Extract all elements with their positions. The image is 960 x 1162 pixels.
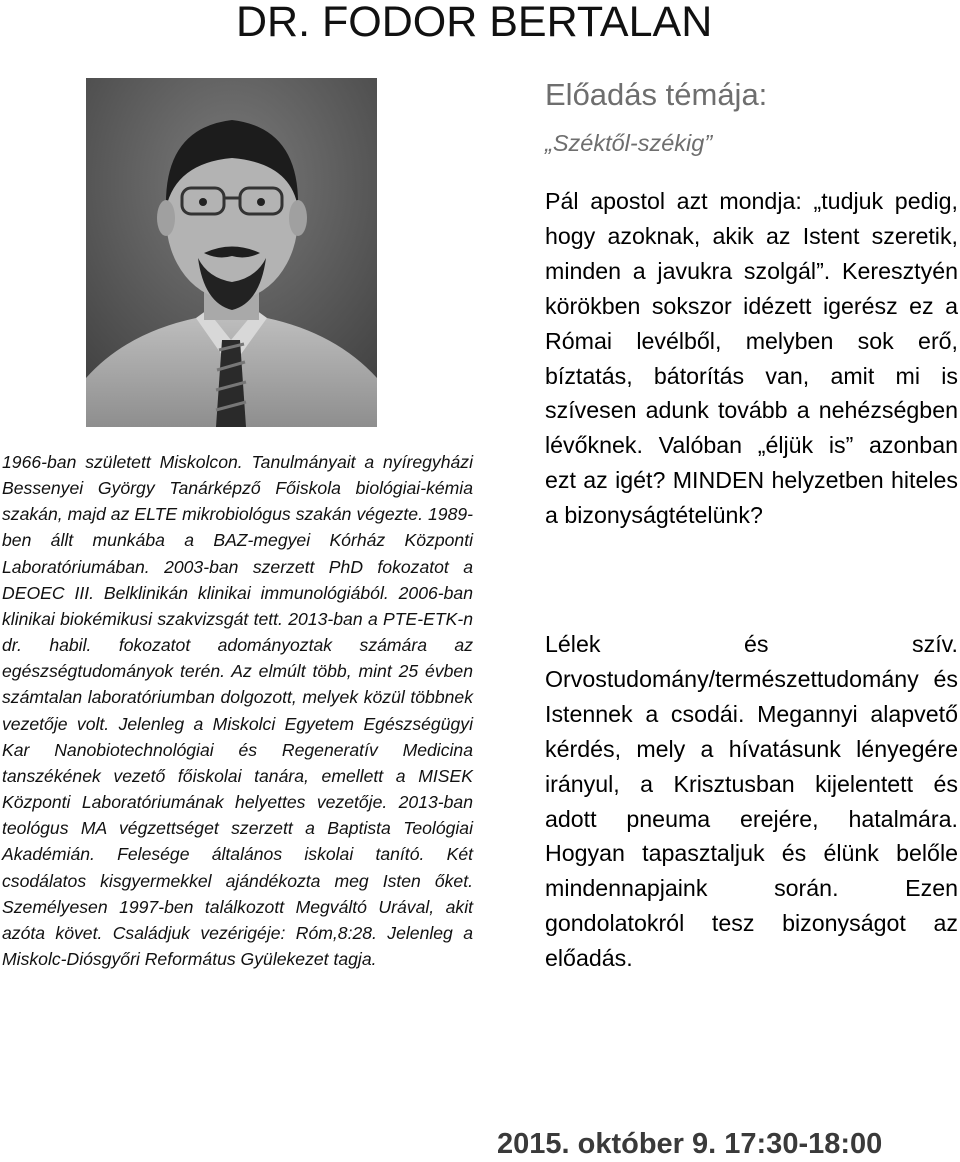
- lecture-abstract-paragraph-2: [545, 627, 958, 976]
- speaker-portrait-photo: [86, 78, 377, 427]
- abstract-text-2: Lélek és szív. Orvostudomány/természettudomány és Istennek a csodái. Megannyi alapvető kérdés, mely a hívatásunk lényegére irányul, a Krisztusban kijelentett és adott pneuma erejére, hatalmára. Hogyan tapasztaljuk és élünk belőle mindennapjaink során. Ezen gondolatokról tesz bizonyságot az előadás.: [545, 631, 958, 972]
- lecture-title: „Széktől-székig”: [545, 130, 713, 156]
- lecture-date-time: 2015. október 9. 17:30-18:00: [497, 1128, 883, 1160]
- biography-text: 1966-ban született Miskolcon. Tanulmányait a nyíregyházi Bessenyei György Tanárképző Főiskola biológiai-kémia szakán, majd az ELTE mikrobiológus szakán végezte. 1989-ben állt munkába a BAZ-megyei Kórház Központi Laboratóriumában. 2003-ban szerzett PhD fokozatot a DEOEC III. Belklinikán klinikai immunológiából. 2006-ban klinikai biokémikusi szakvizsgát tett. 2013-ban a PTE-ETK-n dr. habil. fokozatot adományoztak számára az egészségtudományok terén. Az elmúlt több, mint 25 évben számtalan laboratóriumban dolgozott, melyek közül többnek vezetője volt. Jelenleg a Miskolci Egyetem Egészségügyi Kar Nanobiotechnológiai és Regeneratív Medicina tanszékének vezető főiskolai tanára, emellett a MISEK Központi Laboratóriumának helyettes vezetője. 2013-ban teológus MA végzettséget szerzett a Baptista Teológiai Akadémián. Felesége általános iskolai tanító. Két csodálatos kisgyermekkel ajándékozta meg Isten őket. Személyesen 1997-ben találkozott Megváltó Urával, akit azóta követ. Családjuk vezérigéje: Róm,8:28. Jelenleg a Miskolc-Diósgyőri Református Gyülekezet tagja.: [2, 452, 473, 969]
- lecture-abstract-paragraph-1: [545, 184, 958, 533]
- speaker-name-title: DR. FODOR BERTALAN: [236, 0, 713, 46]
- abstract-text-1: Pál apostol azt mondja: „tudjuk pedig, hogy azoknak, akik az Istent szeretik, minden a javukra szolgál”. Keresztyén körökben sokszor idézett igerész ez a Római levélből, melyben sok erő, bíztatás, bátorítás van, amit mi is szívesen adunk tovább a nehézségben lévőknek. Valóban „éljük is” azonban ezt az igét? MINDEN helyzetben hiteles a bizonyságtételünk?: [545, 188, 958, 529]
- speaker-biography: [2, 449, 473, 972]
- lecture-topic-heading: Előadás témája:: [545, 77, 768, 112]
